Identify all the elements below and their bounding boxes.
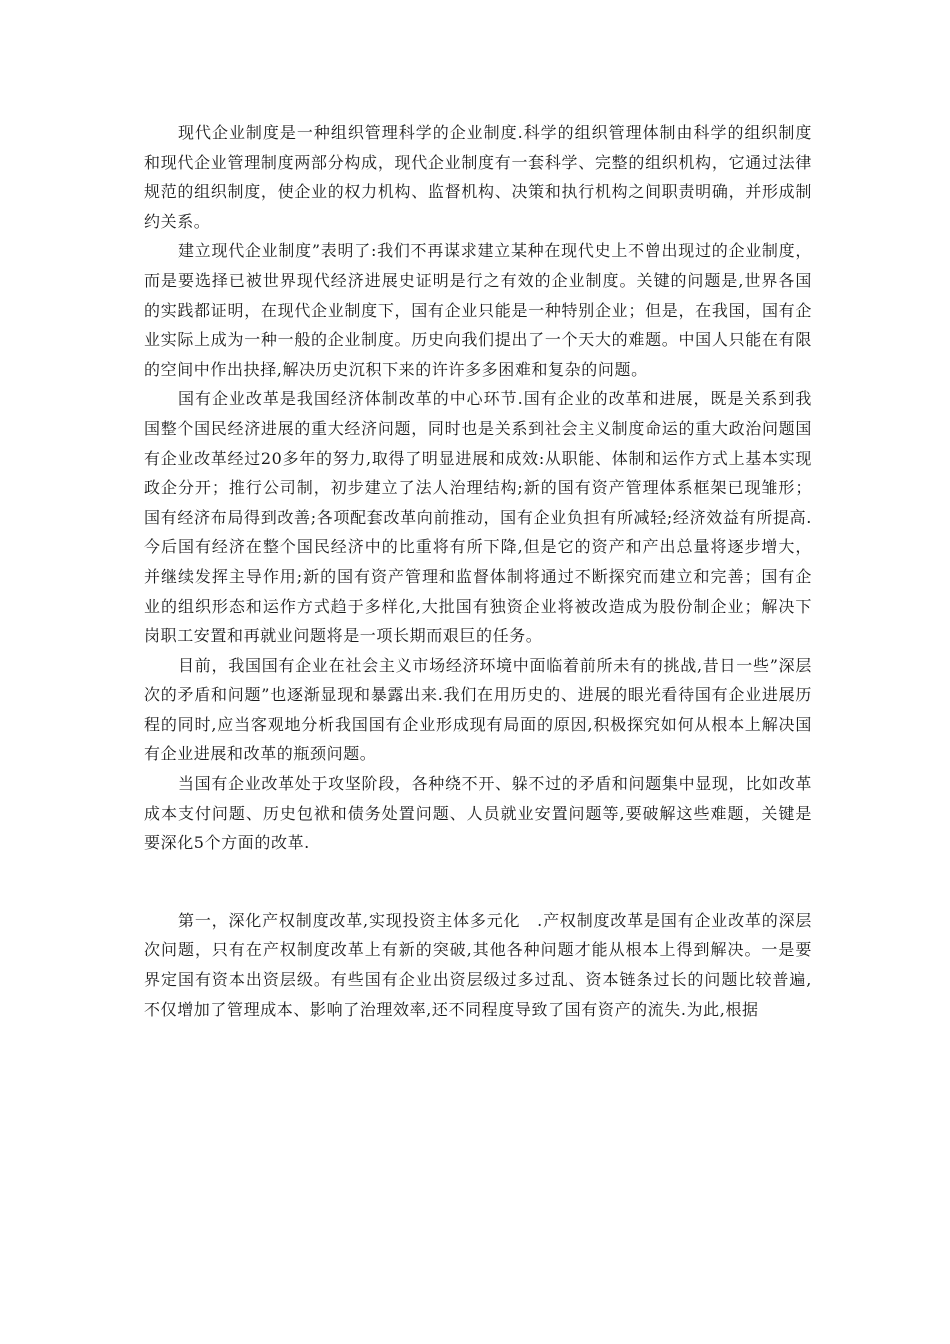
paragraph-3: 国有企业改革是我国经济体制改革的中心环节.国有企业的改革和进展，既是关系到我国整个国民经济进展的重大经济问题，同时也是关系到社会主义制度命运的重大政治问题国有企业改革经过20多年的努力,取得了明显进展和成效:从职能、体制和运作方式上基本实现政企分开；推行公司制，初步建立了法人治理结构;新的国有资产管理体系框架已现雏形；国有经济布局得到改善;各项配套改革向前推动，国有企业负担有所减轻;经济效益有所提高.今后国有经济在整个国民经济中的比重将有所下降,但是它的资产和产出总量将逐步增大，并继续发挥主导作用;新的国有资产管理和监督体制将通过不断探究而建立和完善；国有企业的组织形态和运作方式趋于多样化,大批国有独资企业将被改造成为股份制企业；解决下岗职工安置和再就业问题将是一项长期而艰巨的任务。 (144, 389, 812, 646)
paragraph-4: 目前，我国国有企业在社会主义市场经济环境中面临着前所未有的挑战,昔日一些”深层次的矛盾和问题”也逐渐显现和暴露出来.我们在用历史的、进展的眼光看待国有企业进展历程的同时,应当客观地分析我国国有企业形成现有局面的原因,积极探究如何从根本上解决国有企业进展和改革的瓶颈问题。 (144, 655, 812, 764)
section-gap (144, 858, 812, 906)
paragraph-5: 当国有企业改革处于攻坚阶段，各种绕不开、躲不过的矛盾和问题集中显现，比如改革成本支付问题、历史包袱和债务处置问题、人员就业安置问题等,要破解这些难题，关键是要深化5个方面的改革. (144, 774, 812, 853)
paragraph-6: 第一，深化产权制度改革,实现投资主体多元化 .产权制度改革是国有企业改革的深层次问题，只有在产权制度改革上有新的突破,其他各种问题才能从根本上得到解决。一是要界定国有资本出资层级。有些国有企业出资层级过多过乱、资本链条过长的问题比较普遍,不仅增加了管理成本、影响了治理效率,还不同程度导致了国有资产的流失.为此,根据 (144, 910, 812, 1019)
document-page (144, 118, 812, 1024)
paragraph-2: 建立现代企业制度”表明了:我们不再谋求建立某种在现代史上不曾出现过的企业制度，而是要选择已被世界现代经济进展史证明是行之有效的企业制度。关键的问题是,世界各国的实践都证明，在现代企业制度下，国有企业只能是一种特别企业；但是，在我国，国有企业实际上成为一种一般的企业制度。历史向我们提出了一个天大的难题。中国人只能在有限的空间中作出抉择,解决历史沉积下来的许许多多困难和复杂的问题。 (144, 241, 812, 379)
paragraph-1: 现代企业制度是一种组织管理科学的企业制度.科学的组织管理体制由科学的组织制度和现代企业管理制度两部分构成，现代企业制度有一套科学、完整的组织机构，它通过法律规范的组织制度，使企业的权力机构、监督机构、决策和执行机构之间职责明确，并形成制约关系。 (144, 123, 812, 231)
